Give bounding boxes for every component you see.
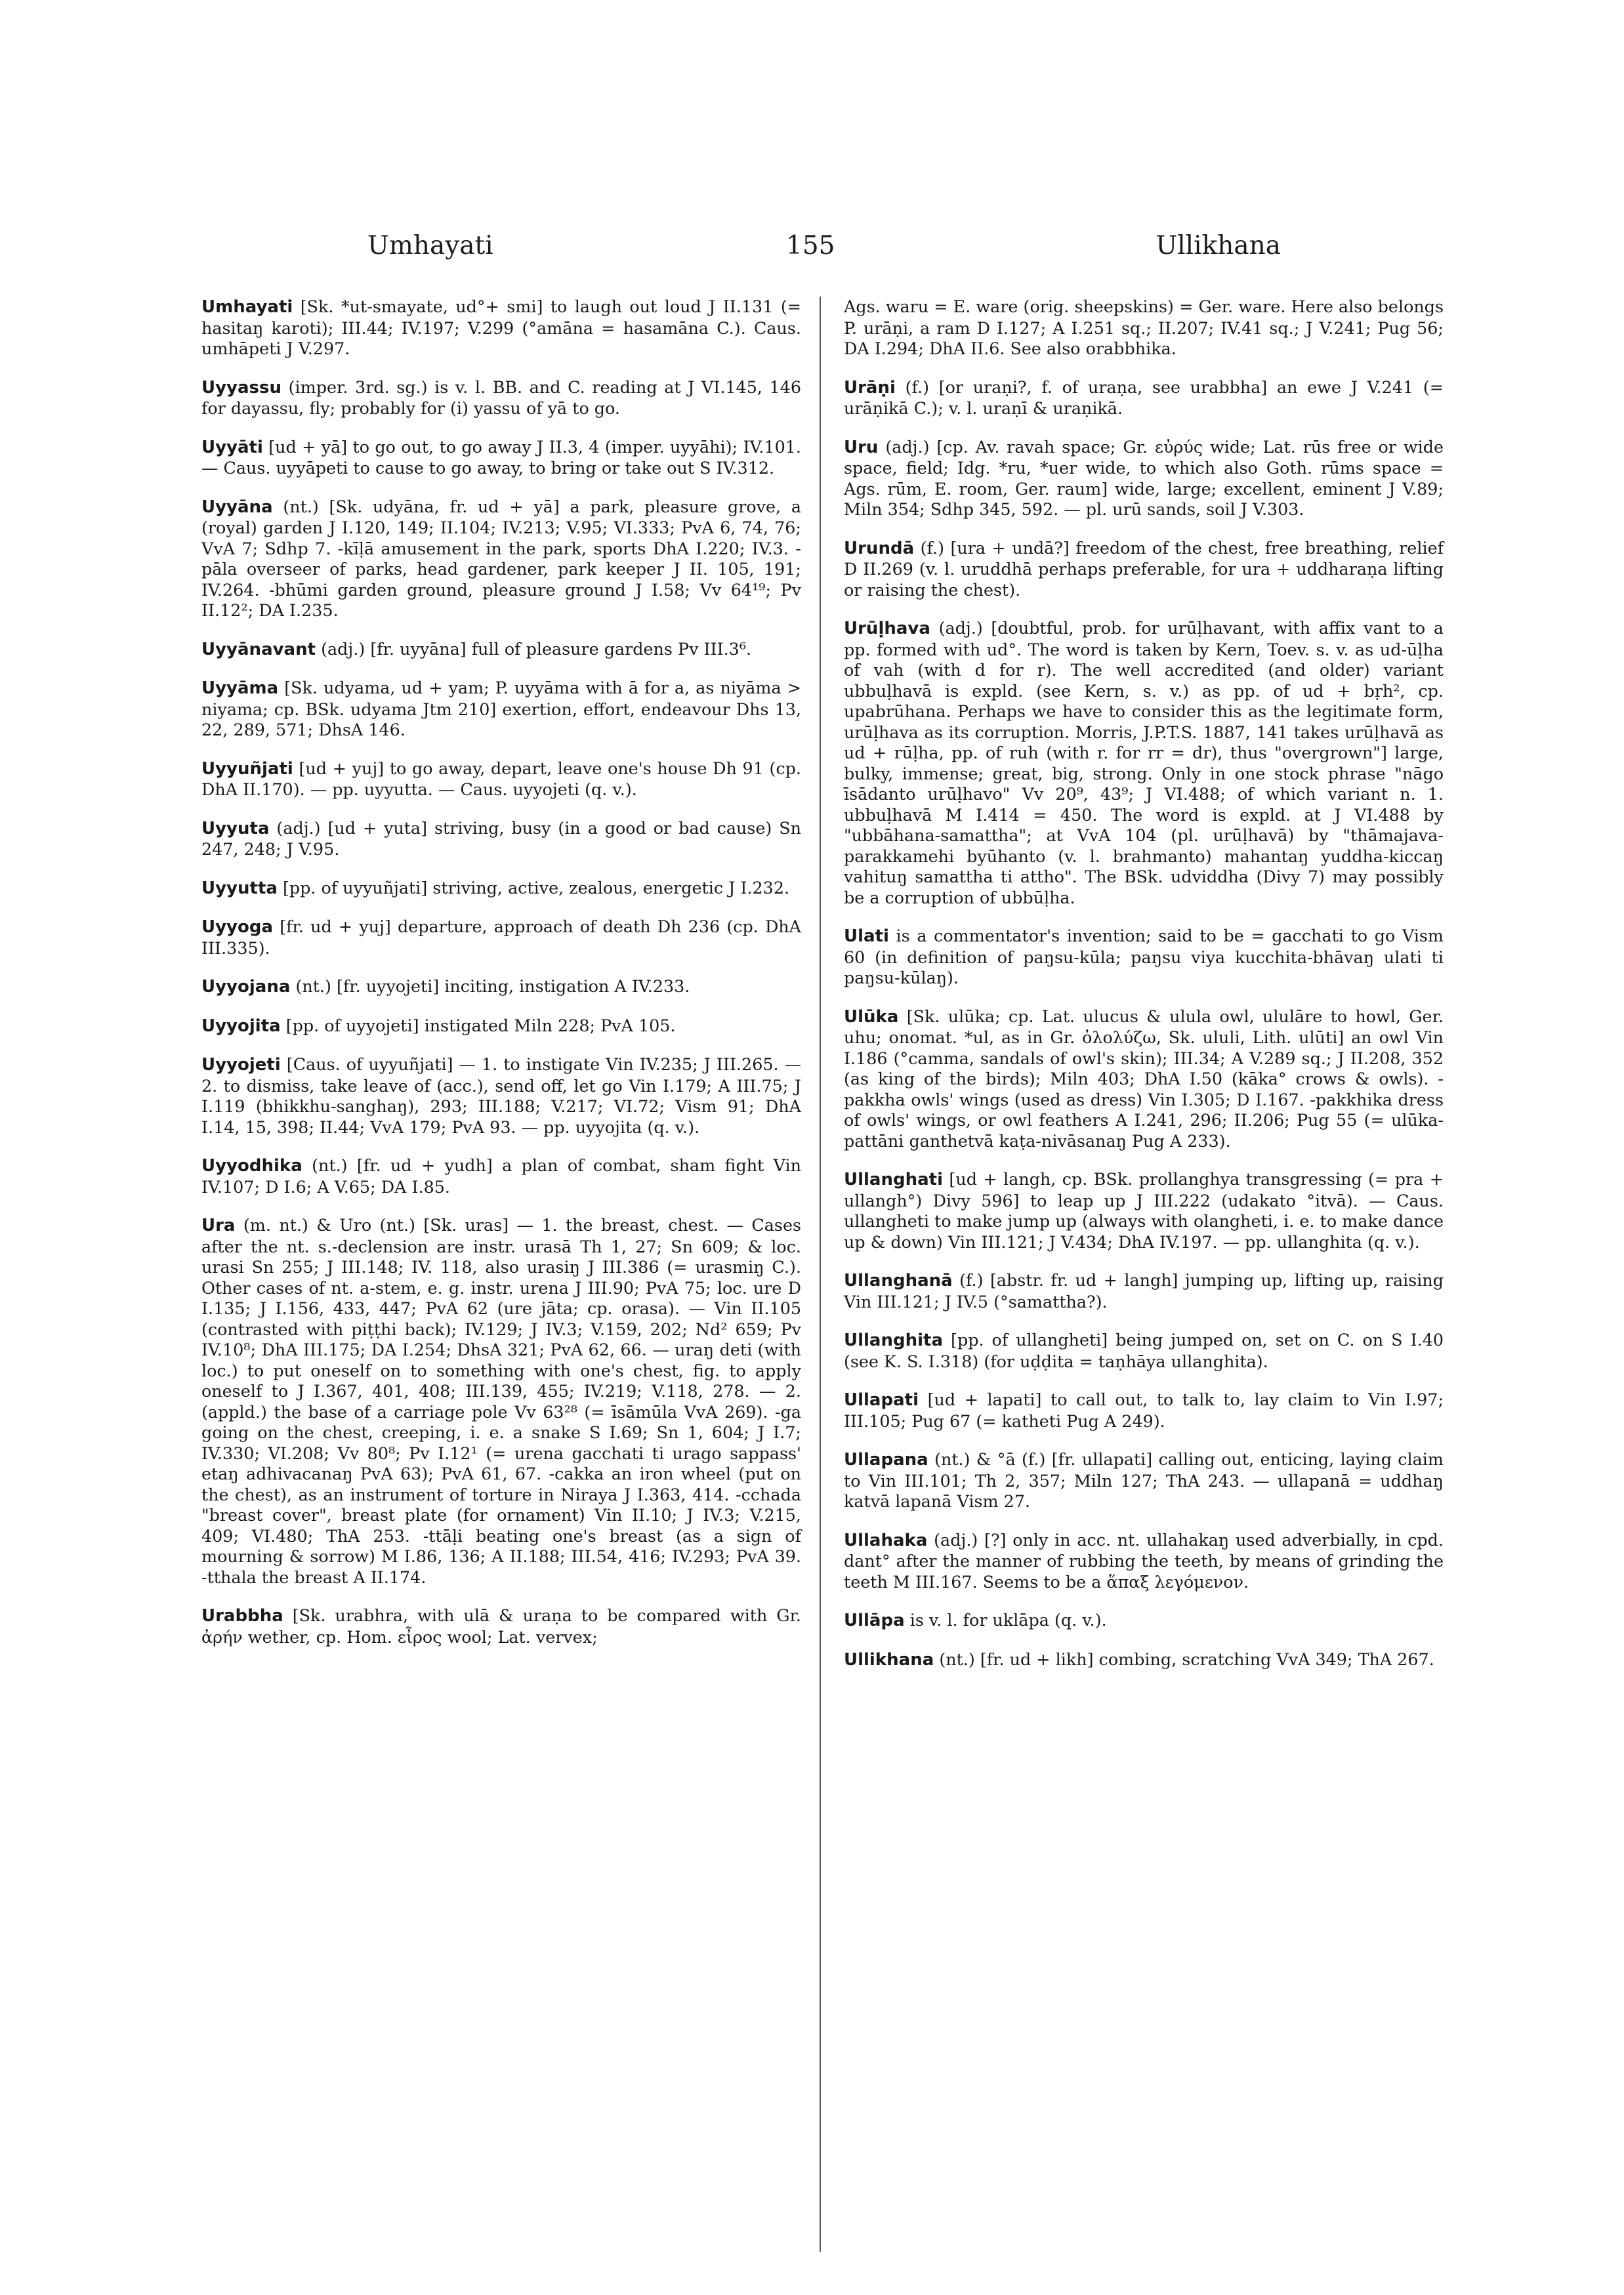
entry-headword: Uyyojeti [201, 1055, 281, 1075]
dictionary-entry [201, 758, 801, 800]
entry-headword: Uyyojana [201, 977, 291, 997]
column-divider [820, 297, 821, 2252]
entry-headword: Ullapana [844, 1450, 928, 1470]
entry-headword: Uyyāma [201, 678, 279, 698]
entry-headword: Uyyassu [201, 377, 282, 398]
entry-headword: Uyyuñjati [201, 758, 293, 779]
dictionary-entry [844, 1330, 1444, 1372]
dictionary-entry [844, 1169, 1444, 1252]
entry-definition: [Caus. of uyyuñjati] — 1. to instigate Vin IV.235; J III.265. — 2. to dismiss, take leave of (acc.), send off, let go Vin I.179; A III.75; J I.119 (bhikkhu-sanghaŋ), 293; III.188; V.217; VI.72; Vism 91; DhA I.14, 15, 398; II.44; VvA 179; PvA 93. — pp. uyyojita (q. v.). [201, 1054, 801, 1137]
entry-definition: (f.) [or uraṇi?, f. of uraṇa, see urabbha] an ewe J V.241 (= urāṇikā C.); v. l. uraṇī & uraṇikā. [844, 377, 1444, 418]
entry-headword: Ullikhana [844, 1649, 934, 1670]
entry-definition: (f.) [ura + undā?] freedom of the chest, free breathing, relief D II.269 (v. l. uruddhā perhaps preferable, for ura + uddharaṇa lifting or raising the chest). [844, 537, 1444, 600]
entry-definition: (m. nt.) & Uro (nt.) [Sk. uras] — 1. the breast, chest. — Cases after the nt. s.-declension are instr. urasā Th 1, 27; Sn 609; & loc. urasi Sn 255; J III.148; IV. 118, also urasiŋ J III.386 (= urasmiŋ C.). Other cases of nt. a-stem, e. g. instr. urena J III.90; PvA 75; loc. ure D I.135; J I.156, 433, 447; PvA 62 (ure jāta; cp. orasa). — Vin II.105 (contrasted with piṭṭhi back); IV.129; J IV.3; V.159, 202; Nd² 659; Pv IV.10⁸; DhA III.175; DA I.254; DhsA 321; PvA 62, 66. — uraŋ deti (with loc.) to put oneself on to something with one's chest, fig. to apply oneself to J I.367, 401, 408; III.139, 455; IV.219; V.118, 278. — 2. (appld.) the base of a carriage pole Vv 63²⁸ (= īsāmūla VvA 269). -ga going on the chest, creeping, i. e. a snake S I.69; Sn 1, 604; J I.7; IV.330; VI.208; Vv 80⁸; Pv I.12¹ (= urena gacchati ti urago sappass' etaŋ adhivacanaŋ PvA 63); PvA 61, 67. -cakka an iron wheel (put on the chest), as an instrument of torture in Niraya J I.363, 414. -cchada "breast cover", breast plate (for ornament) Vin II.10; J IV.3; V.215, 409; VI.480; ThA 253. -ttāḷi beating one's breast (as a sign of mourning & sorrow) M I.86, 136; A II.188; III.54, 416; IV.293; PvA 39. -tthala the breast A II.174. [201, 1215, 801, 1587]
right-column [844, 297, 1444, 1688]
dictionary-entry [201, 639, 801, 661]
dictionary-entry [201, 437, 801, 479]
entry-headword: Umhayati [201, 297, 293, 317]
entry-definition: (nt.) [fr. ud + likh] combing, scratching VvA 349; ThA 267. [934, 1649, 1434, 1669]
entry-definition: [fr. ud + yuj] departure, approach of death Dh 236 (cp. DhA III.335). [201, 917, 801, 958]
page-number: 155 [786, 231, 835, 260]
dictionary-entry [844, 1649, 1444, 1671]
entry-headword: Ullapati [844, 1390, 919, 1410]
entry-headword: Uru [844, 437, 879, 457]
dictionary-entry [844, 1006, 1444, 1152]
entry-headword: Urundā [844, 538, 915, 558]
entry-headword: Urūḷhava [844, 619, 930, 638]
dictionary-entry [844, 538, 1444, 601]
entry-definition: (nt.) & °ā (f.) [fr. ullapati] calling out, enticing, laying claim to Vin III.101; Th 2, 357; Miln 127; ThA 243. — ullapanā = uddhaŋ katvā lapanā Vism 27. [844, 1449, 1444, 1511]
entry-definition: [ud + lapati] to call out, to talk to, lay claim to Vin I.97; III.105; Pug 67 (= katheti Pug A 249). [844, 1390, 1444, 1431]
entry-headword: Ullanghati [844, 1170, 943, 1189]
dictionary-entry [844, 437, 1444, 520]
entry-headword: Uyyānavant [201, 639, 316, 659]
entry-definition: [ud + yā] to go out, to go away J II.3, 4 (imper. uyyāhi); IV.101. — Caus. uyyāpeti to cause to go away, to bring or take out S IV.312. [201, 436, 801, 478]
dictionary-entry [844, 1270, 1444, 1312]
dictionary-entry [201, 1016, 801, 1037]
entry-definition: [pp. of uyyojeti] instigated Miln 228; PvA 105. [280, 1015, 676, 1035]
dictionary-entry [201, 1215, 801, 1588]
entry-headword: Ullāpa [844, 1611, 905, 1630]
entry-definition: (nt.) [Sk. udyāna, fr. ud + yā] a park, pleasure grove, a (royal) garden J I.120, 149; II.104; IV.213; V.95; VI.333; PvA 6, 74, 76; VvA 7; Sdhp 7. -kīḷā amusement in the park, sports DhA I.220; IV.3. -pāla overseer of parks, head gardener, park keeper J II. 105, 191; IV.264. -bhūmi garden ground, pleasure ground J I.58; Vv 64¹⁹; Pv II.12²; DA I.235. [201, 496, 801, 620]
entry-headword: Uyyoga [201, 917, 274, 937]
left-column [201, 297, 801, 1665]
entry-headword: Ura [201, 1216, 236, 1235]
entry-headword: Urāṇi [844, 377, 896, 398]
dictionary-entry [201, 1054, 801, 1138]
dictionary-entry [844, 926, 1444, 989]
dictionary-entry [844, 1449, 1444, 1512]
header-left-guide-word: Umhayati [367, 231, 493, 260]
dictionary-entry [201, 497, 801, 621]
dictionary-entry [201, 1605, 801, 1647]
dictionary-entry [844, 1530, 1444, 1593]
dictionary-entry [201, 297, 801, 360]
entry-definition: [Sk. *ut-smayate, ud°+ smi] to laugh out loud J II.131 (= hasitaŋ karoti); III.44; IV.197; V.299 (°amāna = hasamāna C.). Caus. umhāpeti J V.297. [201, 297, 801, 358]
entry-definition: (adj.) [?] only in acc. nt. ullahakaŋ used adverbially, in cpd. dant° after the manner of rubbing the teeth, by means of grinding the teeth M III.167. Seems to be a ἅπαξ λεγόμενον. [844, 1529, 1444, 1592]
dictionary-entry [201, 1155, 801, 1197]
entry-definition: (f.) [abstr. fr. ud + langh] jumping up, lifting up, raising Vin III.121; J IV.5 (°samattha?). [844, 1270, 1444, 1312]
entry-definition: (nt.) [fr. uyyojeti] inciting, instigation A IV.233. [290, 976, 690, 996]
entry-headword: Uyyodhika [201, 1156, 302, 1176]
entry-definition: [pp. of ullangheti] being jumped on, set on C. on S I.40 (see K. S. I.318) (for uḍḍita = taṇhāya ullanghita). [844, 1330, 1444, 1371]
entry-definition: (adj.) [ud + yuta] striving, busy (in a good or bad cause) Sn 247, 248; J V.95. [201, 817, 801, 859]
dictionary-entry-continuation [844, 297, 1444, 360]
entry-headword: Ullanghita [844, 1331, 943, 1350]
dictionary-entry [201, 878, 801, 899]
entry-headword: Urabbha [201, 1606, 283, 1626]
dictionary-entry [201, 818, 801, 860]
header-right-guide-word: Ullikhana [1156, 231, 1281, 260]
dictionary-entry [844, 1610, 1444, 1632]
entry-definition: [pp. of uyyuñjati] striving, active, zealous, energetic J I.232. [277, 877, 790, 898]
entry-headword: Uyyutta [201, 878, 278, 898]
dictionary-entry [844, 377, 1444, 419]
dictionary-entry [844, 1390, 1444, 1432]
entry-headword: Ullahaka [844, 1530, 928, 1550]
entry-definition: [ud + langh, cp. BSk. prollanghya transgressing (= pra + ullangh°) Divy 596] to leap up J III.222 (udakato °itvā). — Caus. ullangheti to make jump up (always with olangheti, i. e. to make dance up & down) Vin III.121; J V.434; DhA IV.197. — pp. ullanghita (q. v.). [844, 1169, 1444, 1252]
entry-definition: [ud + yuj] to go away, depart, leave one's house Dh 91 (cp. DhA II.170). — pp. uyyutta. — Caus. uyyojeti (q. v.). [201, 758, 801, 799]
dictionary-entry [201, 917, 801, 959]
entry-definition: is v. l. for uklāpa (q. v.). [904, 1610, 1107, 1630]
entry-headword: Uyyāti [201, 437, 263, 457]
dictionary-entry [201, 678, 801, 741]
entry-definition: [Sk. ulūka; cp. Lat. ulucus & ulula owl, ululāre to howl, Ger. uhu; onomat. *ul, as in Gr. ὀλολύζω, Sk. ululi, Lith. ulūti] an owl Vin I.186 (°camma, sandals of owl's skin); III.34; A V.289 sq.; J II.208, 352 (as king of the birds); Miln 403; DhA I.50 (kāka° crows & owls). -pakkha owls' wings (used as dress) Vin I.305; D I.167. -pakkhika dress of owls' wings, or owl feathers A I.241, 296; II.206; Pug 55 (= ulūka-pattāni ganthetvā kaṭa-nivāsanaŋ Pug A 233). [844, 1006, 1444, 1151]
entry-headword: Ulūka [844, 1006, 899, 1027]
entry-definition: is a commentator's invention; said to be = gacchati to go Vism 60 (in definition of paŋsu-kūla; paŋsu viya kucchita-bhāvaŋ ulati ti paŋsu-kūlaŋ). [844, 926, 1444, 987]
entry-definition: (adj.) [cp. Av. ravah space; Gr. εὐρύς wide; Lat. rūs free or wide space, field; Idg. *ru, *uer wide, to which also Goth. rūms space = Ags. rūm, E. room, Ger. raum] wide, large; excellent, eminent J V.89; Miln 354; Sdhp 345, 592. — pl. urū sands, soil J V.303. [844, 436, 1444, 519]
dictionary-entry [201, 976, 801, 998]
entry-definition: (adj.) [doubtful, prob. for urūḷhavant, with affix vant to a pp. formed with ud°. The word is taken by Kern, Toev. s. v. as ud-ūḷha of vah (with d for r). The well accredited (and older) variant ubbuḷhavā is expld. (see Kern, s. v.) as pp. of ud + bṛh², cp. upabrūhana. Perhaps we have to consider this as the legitimate form, urūḷhava as its corruption. Morris, J.P.T.S. 1887, 141 takes urūḷhavā as ud + rūḷha, pp. of ruh (with r. for rr = dr), thus "overgrown"] large, bulky, immense; great, big, strong. Only in one stock phrase "nāgo īsādanto urūḷhavo" Vv 20⁹, 43⁹; J VI.488; of which variant n. 1. ubbuḷhavā M I.414 = 450. The word is expld. at J VI.488 by "ubbāhana-samattha"; at VvA 104 (pl. urūḷhavā) by "thāmajava-parakkamehi byūhanto (v. l. brahmanto) mahantaŋ yuddha-kiccaŋ vahituŋ samattha ti attho". The BSk. udviddha (Divy 7) may possibly be a corruption of ubbūḷha. [844, 618, 1444, 907]
entry-headword: Ulati [844, 926, 889, 946]
entry-headword: Ullanghanā [844, 1271, 953, 1291]
entry-headword: Uyyāna [201, 497, 273, 517]
entry-definition: [Sk. urabhra, with ulā & uraṇa to be compared with Gr. ἀρήν wether, cp. Hom. εἶρος wool; Lat. vervex; [201, 1605, 801, 1647]
entry-definition: (adj.) [fr. uyyāna] full of pleasure gardens Pv III.3⁶. [316, 638, 752, 659]
entry-headword: Uyyuta [201, 818, 270, 838]
dictionary-entry [844, 618, 1444, 908]
page-header [367, 231, 1281, 270]
entry-definition: (nt.) [fr. ud + yudh] a plan of combat, sham fight Vin IV.107; D I.6; A V.65; DA I.85. [201, 1155, 801, 1197]
dictionary-entry [201, 377, 801, 419]
entry-definition: Ags. waru = E. ware (orig. sheepskins) = Ger. ware. Here also belongs P. urāṇi, a ram D I.127; A I.251 sq.; II.207; IV.41 sq.; J V.241; Pug 56; DA I.294; DhA II.6. See also orabbhika. [844, 297, 1444, 358]
entry-definition: (imper. 3rd. sg.) is v. l. BB. and C. reading at J VI.145, 146 for dayassu, fly; probably for (i) yassu of yā to go. [201, 377, 801, 418]
entry-headword: Uyyojita [201, 1016, 281, 1036]
entry-definition: [Sk. udyama, ud + yam; P. uyyāma with ā for a, as niyāma > niyama; cp. BSk. udyama Jtm 210] exertion, effort, endeavour Dhs 13, 22, 289, 571; DhsA 146. [201, 678, 801, 739]
